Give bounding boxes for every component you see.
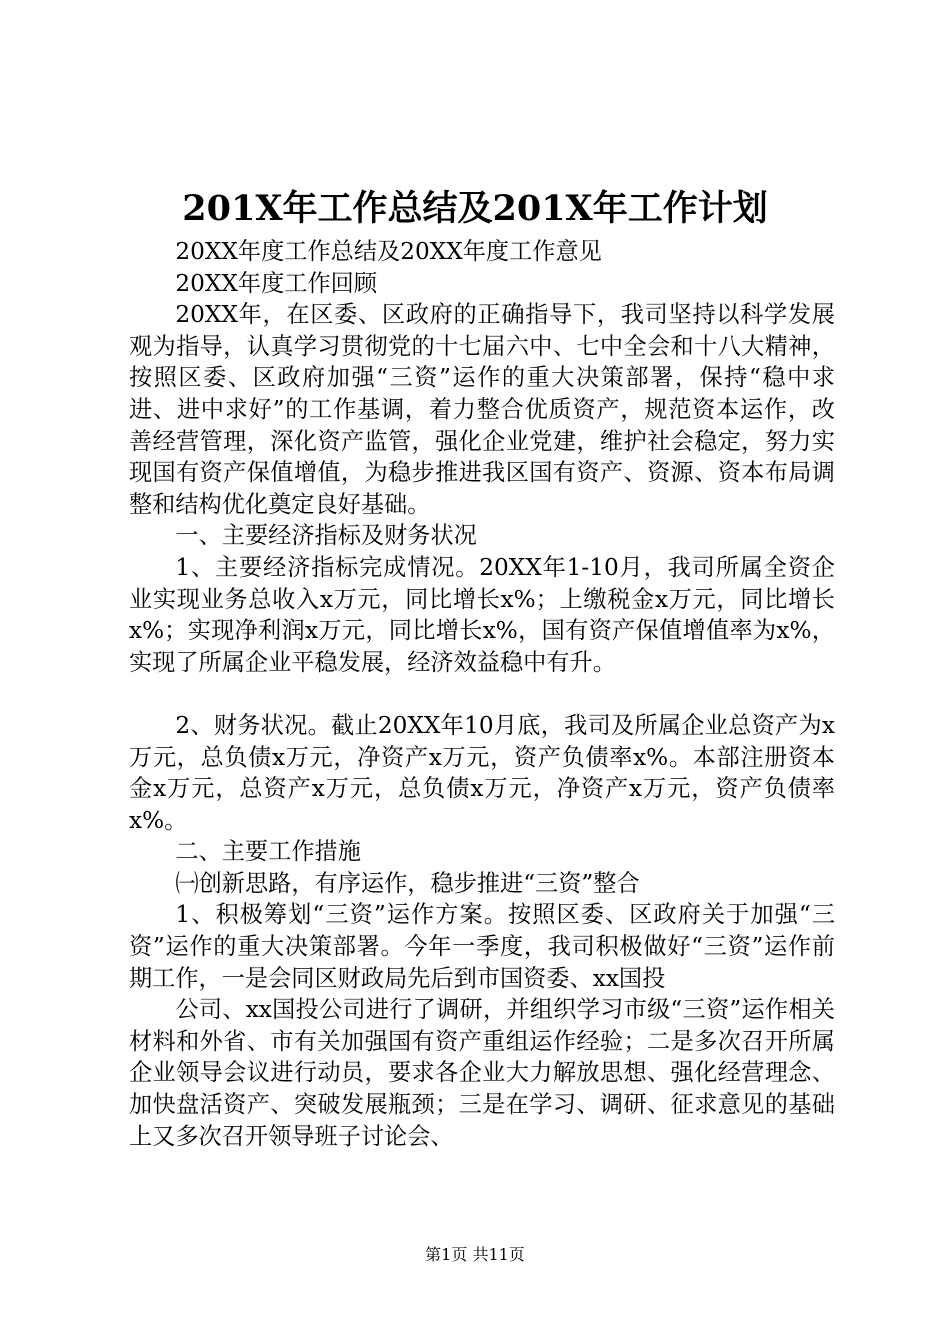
section-heading-measures: 二、主要工作措施 (175, 838, 361, 866)
document-title: 201X年工作总结及201X年工作计划 (182, 188, 768, 229)
paragraph-review-heading: 20XX年度工作回顾 (175, 269, 378, 297)
paragraph-intro: 20XX年，在区委、区政府的正确指导下，我司坚持以科学发展观为指导，认真学习贯彻党的十七届六中、七中全会和十八大精神，按照区委、区政府加强“三资”运作的重大决策部署，保持“稳中求进、进中求好”的工作基调，着力整合优质资产，规范资本运作，改善经营管理，深化资产监管，强化企业党建，维护社会稳定，努力实现国有资产保值增值，为稳步推进我区国有资产、资源、资本布局调整和结构优化奠定良好基础。 (129, 301, 835, 518)
paragraph-research: 公司、xx国投公司进行了调研，并组织学习市级“三资”运作相关材料和外省、市有关加强国有资产重组运作经验；二是多次召开所属企业领导会议进行动员，要求各企业大力解放思想、强化经营理念、加快盘活资产、突破发展瓶颈；三是在学习、调研、征求意见的基础上又多次召开领导班子讨论会、 (129, 996, 835, 1150)
blank-line (129, 678, 835, 710)
paragraph-planning: 1、积极筹划“三资”运作方案。按照区委、区政府关于加强“三资”运作的重大决策部署。今年一季度，我司积极做好“三资”运作前期工作，一是会同区财政局先后到市国资委、xx国投 (129, 901, 835, 992)
subsection-heading-integration: ㈠创新思路，有序运作，稳步推进“三资”整合 (175, 869, 640, 897)
paragraph-indicators: 1、主要经济指标完成情况。20XX年1-10月，我司所属全资企业实现业务总收入x万元，同比增长x%；上缴税金x万元，同比增长x%；实现净利润x万元，同比增长x%，国有资产保值增值率为x%，实现了所属企业平稳发展，经济效益稳中有升。 (129, 553, 835, 676)
section-heading-indicators: 一、主要经济指标及财务状况 (175, 522, 477, 550)
document-body (129, 236, 835, 1152)
paragraph-report-heading: 20XX年度工作总结及20XX年度工作意见 (175, 238, 602, 265)
page-number: 第1页 共11页 (425, 1245, 525, 1264)
paragraph-financial-status: 2、财务状况。截止20XX年10月底，我司及所属企业总资产为x万元，总负债x万元，净资产x万元，资产负债率x%。本部注册资本金x万元，总资产x万元，总负债x万元，净资产x万元，资产负债率x%。 (129, 711, 835, 834)
